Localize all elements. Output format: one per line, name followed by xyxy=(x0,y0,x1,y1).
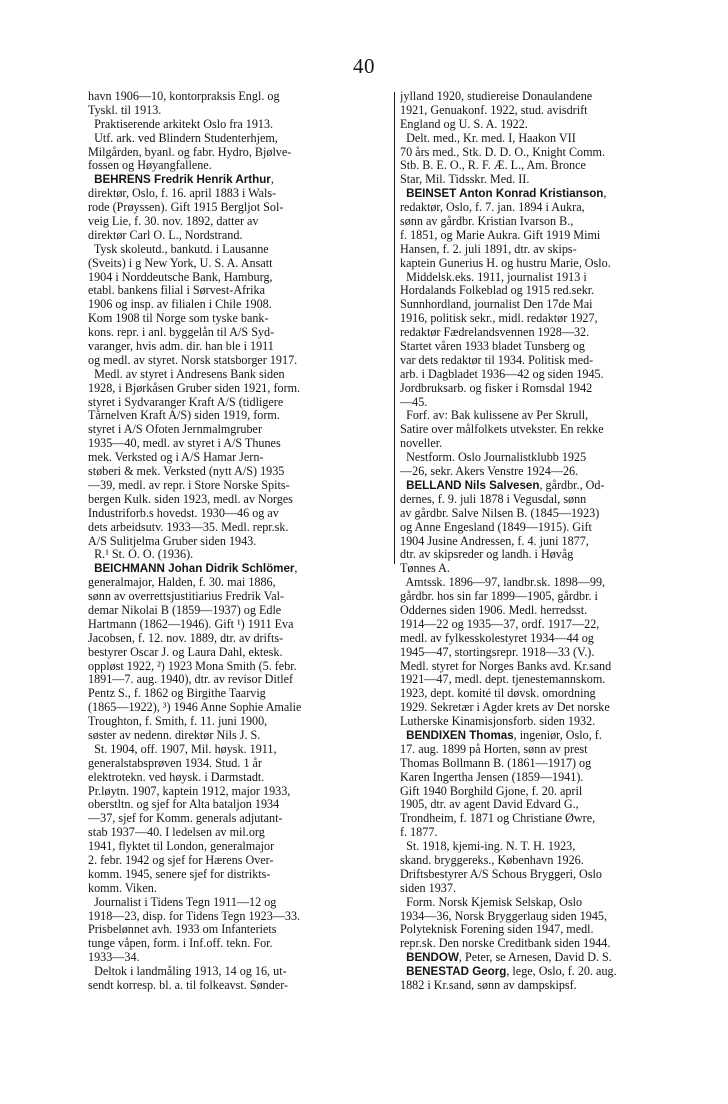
text-line: St. 1904, off. 1907, Mil. høysk. 1911, xyxy=(88,742,277,756)
text-line: oppløst 1922, ²) 1923 Mona Smith (5. febr. xyxy=(88,659,297,673)
text-line: —45. xyxy=(400,395,428,409)
text-line: Delt. med., Kr. med. I, Haakon VII xyxy=(400,131,576,145)
text-line: 1933—34. xyxy=(88,951,140,965)
text-line: demar Nikolai B (1859—1937) og Edle xyxy=(88,603,282,617)
text-line: Pr.løytn. 1907, kaptein 1912, major 1933, xyxy=(88,784,291,798)
text-line: fossen og Høyangfallene. xyxy=(88,159,212,173)
text-line: BENDIXEN Thomas, ingeniør, Oslo, f. xyxy=(406,728,602,742)
text-line: redaktør Fædrelandsvennen 1928—32. xyxy=(400,326,590,340)
text-line: Deltok i landmåling 1913, 14 og 16, ut- xyxy=(88,965,287,979)
text-line: Tysk skoleutd., bankutd. i Lausanne xyxy=(88,242,269,256)
text-line: Polyteknisk Forening siden 1947, medl. xyxy=(400,923,594,937)
text-line: f. 1877. xyxy=(400,826,438,840)
text-line: 1914—22 og 1935—37, ordf. 1917—22, xyxy=(400,617,600,631)
text-line: sønn av gårdbr. Kristian Ivarson B., xyxy=(400,215,574,229)
text-line: dtr. av skipsreder og landh. i Høvåg xyxy=(400,548,574,562)
text-line: —37, sjef for Komm. generals adjutant- xyxy=(88,812,283,826)
text-line: Jacobsen, f. 12. nov. 1889, dtr. av drifts- xyxy=(88,631,284,645)
text-line: siden 1937. xyxy=(400,881,456,895)
text-line: stab 1937—40. I ledelsen av mil.org xyxy=(88,826,265,840)
text-line: Nestform. Oslo Journalistklubb 1925 xyxy=(400,451,587,465)
text-line: Hordalands Folkeblad og 1915 red.sekr. xyxy=(400,284,595,298)
text-line: redaktør, Oslo, f. 7. jan. 1894 i Aukra, xyxy=(400,201,585,215)
text-line: søster av nedenn. direktør Nils J. S. xyxy=(88,728,261,742)
text-line: Form. Norsk Kjemisk Selskap, Oslo xyxy=(400,895,583,909)
text-line: generalmajor, Halden, f. 30. mai 1886, xyxy=(88,576,276,590)
text-line: komm. Viken. xyxy=(88,881,157,895)
text-line: Middelsk.eks. 1911, journalist 1913 i xyxy=(400,270,587,284)
text-line: 1905, dtr. av agent David Edvard G., xyxy=(400,798,579,812)
text-line: —26, sekr. Akers Venstre 1924—26. xyxy=(400,465,579,479)
column-divider xyxy=(394,92,395,564)
text-line: BENDOW, Peter, se Arnesen, David D. S. xyxy=(406,951,612,965)
text-line: Kom 1908 til Norge som tyske bank- xyxy=(88,312,269,326)
text-line: Stb. B. E. O., R. F. Æ. L., Am. Bronce xyxy=(400,159,586,173)
text-line: Tyskl. til 1913. xyxy=(88,103,162,117)
text-line: generalstabsprøven 1934. Stud. 1 år xyxy=(88,756,262,770)
text-line: bestyrer Oscar J. og Laura Dahl, ektesk. xyxy=(88,645,283,659)
entry-headword: BEHRENS Fredrik Henrik Arthur xyxy=(94,173,271,187)
text-line: Pentz S., f. 1862 og Birgithe Taarvig xyxy=(88,687,266,701)
text-line: f. 1851, og Marie Aukra. Gift 1919 Mimi xyxy=(400,228,601,242)
text-line: (1865—1922), ³) 1946 Anne Sophie Amalie xyxy=(88,701,302,715)
text-line: Jordbruksarb. og fisker i Romsdal 1942 xyxy=(400,381,593,395)
text-line: BEHRENS Fredrik Henrik Arthur, xyxy=(94,173,274,187)
text-line: elektrotekn. ved høysk. i Darmstadt. xyxy=(88,770,265,784)
text-line: Tårnelven Kraft A/S) siden 1919, form. xyxy=(88,409,280,423)
text-line: kons. repr. i anl. byggelån til A/S Syd- xyxy=(88,326,275,340)
text-line: 1882 i Kr.sand, sønn av dampskipsf. xyxy=(400,979,577,992)
text-line: kaptein Gunerius H. og hustru Marie, Oslo. xyxy=(400,256,611,270)
text-line: Industriforb.s hovedst. 1930—46 og av xyxy=(88,506,279,520)
text-line: sendt korresp. bl. a. til folkeavst. Sønder- xyxy=(88,979,289,992)
text-line: 1941, flyktet til London, generalmajor xyxy=(88,840,275,854)
text-line: styret i A/S Ofoten Jernmalmgruber xyxy=(88,423,262,437)
text-line: arb. i Dagbladet 1936—42 og siden 1945. xyxy=(400,367,604,381)
text-line: Troughton, f. Smith, f. 11. juni 1900, xyxy=(88,715,268,729)
text-line: 1923, dept. komité til døvsk. omordning xyxy=(400,687,596,701)
entry-headword: BENDOW xyxy=(406,951,459,965)
text-line: 70 års med., Stk. D. D. O., Knight Comm. xyxy=(400,145,606,159)
text-line: oberstltn. og sjef for Alta bataljon 1934 xyxy=(88,798,280,812)
text-line: Hartmann (1862—1946). Gift ¹) 1911 Eva xyxy=(88,617,294,631)
text-line: Thomas Bollmann B. (1861—1917) og xyxy=(400,756,592,770)
text-line: Praktiserende arkitekt Oslo fra 1913. xyxy=(88,117,274,131)
text-line: Satire over målfolkets utvekster. En rekke xyxy=(400,423,604,437)
text-line: Tønnes A. xyxy=(400,562,450,576)
text-line: gårdbr. hos sin far 1899—1905, gårdbr. i xyxy=(400,590,598,604)
text-line: Forf. av: Bak kulissene av Per Skrull, xyxy=(400,409,589,423)
text-line: og medl. av styret. Norsk statsborger 1917. xyxy=(88,353,298,367)
text-line: Utf. ark. ved Blindern Studenterhjem, xyxy=(88,131,278,145)
text-line: Lutherske Kinamisjonsforb. siden 1932. xyxy=(400,715,596,729)
text-line: repr.sk. Den norske Creditbank siden 1944. xyxy=(400,937,611,951)
text-line: St. 1918, kjemi-ing. N. T. H. 1923, xyxy=(400,840,576,854)
entry-headword: BELLAND Nils Salvesen xyxy=(406,478,540,492)
text-line: og Anne Engesland (1849—1915). Gift xyxy=(400,520,592,534)
text-line: komm. 1945, senere sjef for distrikts- xyxy=(88,867,271,881)
text-line: rode (Prøyssen). Gift 1915 Bergljot Sol- xyxy=(88,201,284,215)
text-line: Medl. av styret i Andresens Bank siden xyxy=(88,367,285,381)
text-line: Gift 1940 Borghild Gjone, f. 20. april xyxy=(400,784,583,798)
text-line: BEICHMANN Johan Didrik Schlömer, xyxy=(94,562,298,576)
text-line: 2. febr. 1942 og sjef for Hærens Over- xyxy=(88,853,274,867)
text-line: dernes, f. 9. juli 1878 i Vegusdal, sønn xyxy=(400,492,587,506)
text-line: 1935—40, medl. av styret i A/S Thunes xyxy=(88,437,281,451)
text-line: direktør Carl O. L., Nordstrand. xyxy=(88,228,243,242)
text-line: 1945—47, stortingsrepr. 1918—33 (V.). xyxy=(400,645,595,659)
text-line: 1916, politisk sekr., midl. redaktør 1927, xyxy=(400,312,598,326)
text-line: BEINSET Anton Konrad Kristianson, xyxy=(406,187,607,201)
text-line: 1928, i Bjørkåsen Gruber siden 1921, form. xyxy=(88,381,301,395)
text-line: Milgården, byanl. og fabr. Hydro, Bjølve- xyxy=(88,145,292,159)
text-line: Karen Ingertha Jensen (1859—1941). xyxy=(400,770,584,784)
text-line: Trondheim, f. 1871 og Christiane Øwre, xyxy=(400,812,596,826)
text-line: varanger, hvis adm. dir. han ble i 1911 xyxy=(88,340,274,354)
text-line: dets arbeidsutv. 1933—35. Medl. repr.sk. xyxy=(88,520,289,534)
text-line: (Sveits) i g New York, U. S. A. Ansatt xyxy=(88,256,273,270)
text-line: R.¹ St. O. O. (1936). xyxy=(88,548,194,562)
entry-headword: BENESTAD Georg xyxy=(406,965,507,979)
text-line: av gårdbr. Salve Nilsen B. (1845—1923) xyxy=(400,506,600,520)
text-line: 1921—47, medl. dept. tjenestemannskom. xyxy=(400,673,606,687)
entry-headword: BEICHMANN Johan Didrik Schlömer xyxy=(94,562,295,576)
text-line: medl. av fylkesskolestyret 1934—44 og xyxy=(400,631,594,645)
text-line: etabl. bankens filial i Sørvest-Afrika xyxy=(88,284,265,298)
text-line: Amtssk. 1896—97, landbr.sk. 1898—99, xyxy=(400,576,606,590)
text-line: noveller. xyxy=(400,437,443,451)
text-line: A/S Sulitjelma Gruber siden 1943. xyxy=(88,534,257,548)
text-line: sønn av overrettsjustitiarius Fredrik Val- xyxy=(88,590,285,604)
text-line: Startet våren 1933 bladet Tunsberg og xyxy=(400,340,585,354)
entry-headword: BEINSET Anton Konrad Kristianson xyxy=(406,187,604,201)
text-line: Prisbelønnet avh. 1933 om Infanteriets xyxy=(88,923,277,937)
text-line: jylland 1920, studiereise Donaulandene xyxy=(400,90,593,103)
text-line: Hansen, f. 2. juli 1891, dtr. av skips- xyxy=(400,242,577,256)
text-line: 1918—23, disp. for Tidens Tegn 1923—33. xyxy=(88,909,301,923)
text-line: Medl. styret for Norges Banks avd. Kr.sand xyxy=(400,659,612,673)
text-line: tunge våpen, form. i Inf.off. tekn. For. xyxy=(88,937,273,951)
text-line: —39, medl. av repr. i Store Norske Spits- xyxy=(88,478,290,492)
text-line: direktør, Oslo, f. 16. april 1883 i Wals- xyxy=(88,187,277,201)
text-line: 1934—36, Norsk Bryggerlaug siden 1945, xyxy=(400,909,608,923)
page-number: 40 xyxy=(353,54,375,78)
text-line: 1906 og insp. av filialen i Chile 1908. xyxy=(88,298,272,312)
text-line: 1921, Genuakonf. 1922, stud. avisdrift xyxy=(400,103,588,117)
text-line: 1891—7. aug. 1940), dtr. av revisor Ditlef xyxy=(88,673,294,687)
left-column xyxy=(88,90,390,993)
text-line: skand. bryggereks., København 1926. xyxy=(400,853,584,867)
text-line: 17. aug. 1899 på Horten, sønn av prest xyxy=(400,742,588,756)
text-line: BENESTAD Georg, lege, Oslo, f. 20. aug. xyxy=(406,965,617,979)
text-line: Star, Mil. Tidsskr. Med. II. xyxy=(400,173,530,187)
text-line: Journalist i Tidens Tegn 1911—12 og xyxy=(88,895,277,909)
text-line: 1904 i Norddeutsche Bank, Hamburg, xyxy=(88,270,273,284)
text-line: var dets redaktør til 1934. Politisk med- xyxy=(400,353,594,367)
text-line: bergen Kulk. siden 1923, medl. av Norges xyxy=(88,492,293,506)
text-line: Driftsbestyrer A/S Schous Bryggeri, Oslo xyxy=(400,867,602,881)
text-line: støberi & mek. Verksted (nytt A/S) 1935 xyxy=(88,465,285,479)
text-line: England og U. S. A. 1922. xyxy=(400,117,528,131)
text-line: mek. Verksted og i A/S Hamar Jern- xyxy=(88,451,264,465)
text-line: Oddernes siden 1906. Medl. herredsst. xyxy=(400,603,588,617)
text-line: 1904 Jusine Andressen, f. 4. juni 1877, xyxy=(400,534,589,548)
entry-headword: BENDIXEN Thomas xyxy=(406,728,514,742)
right-column xyxy=(400,90,698,993)
text-line: havn 1906—10, kontorpraksis Engl. og xyxy=(88,90,280,103)
text-line: Sunnhordland, journalist Den 17de Mai xyxy=(400,298,593,312)
text-line: BELLAND Nils Salvesen, gårdbr., Od- xyxy=(406,478,605,492)
text-line: styret i Sydvaranger Kraft A/S (tidligere xyxy=(88,395,284,409)
text-line: 1929. Sekretær i Agder krets av Det norske xyxy=(400,701,610,715)
text-line: veig Lie, f. 30. nov. 1892, datter av xyxy=(88,215,259,229)
